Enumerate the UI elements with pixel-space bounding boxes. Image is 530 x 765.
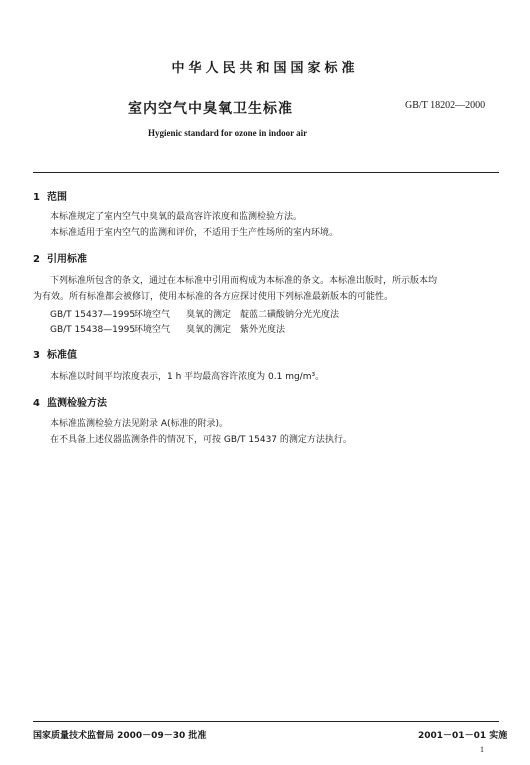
section-3-paragraph-1: 本标准以时间平均浓度表示，1 h 平均最高容许浓度为 0.1 mg/m³。: [50, 372, 325, 382]
section-1-number: 1: [33, 192, 40, 203]
english-title: Hygienic standard for ozone in indoor air: [148, 128, 308, 138]
reference-row: [50, 322, 285, 335]
national-standard-heading: 中华人民共和国国家标准: [171, 61, 359, 76]
section-2-title: 引用标准: [47, 254, 87, 265]
reference-method: 臭氧的测定 靛蓝二磺酸钠分光光度法: [186, 310, 340, 320]
effective-date: 2001－01－01 实施: [418, 731, 508, 741]
section-2-number: 2: [33, 254, 40, 265]
document-title: 室内空气中臭氧卫生标准: [128, 101, 293, 117]
page-number: 1: [480, 745, 484, 754]
section-4-title: 监测检验方法: [47, 398, 107, 409]
section-4-heading: [33, 394, 107, 409]
section-4-number: 4: [33, 398, 40, 409]
reference-row: [50, 307, 339, 320]
section-1-title: 范围: [47, 192, 67, 203]
reference-name: 环境空气: [134, 325, 171, 335]
section-2-heading: [33, 250, 87, 265]
reference-name: 环境空气: [134, 310, 171, 320]
section-2-paragraph-line-1: 下列标准所包含的条文，通过在本标准中引用而构成为本标准的条文。本标准出版时，所示版本均: [50, 276, 438, 286]
section-1-paragraph-2: 本标准适用于室内空气的监测和评价，不适用于生产性场所的室内环境。: [50, 228, 339, 238]
section-3-title: 标准值: [47, 350, 77, 361]
reference-code: GB/T 15437—1995: [50, 310, 136, 320]
header-divider: [33, 172, 499, 173]
standard-code: GB/T 18202—2000: [405, 100, 486, 111]
issuer-approval: 国家质量技术监督局 2000－09－30 批准: [33, 731, 207, 741]
section-1-paragraph-1: 本标准规定了室内空气中臭氧的最高容许浓度和监测检验方法。: [50, 212, 303, 222]
section-3-number: 3: [33, 350, 40, 361]
section-1-heading: [33, 188, 67, 203]
section-3-heading: [33, 346, 77, 361]
reference-method: 臭氧的测定 紫外光度法: [186, 325, 286, 335]
section-4-paragraph-2: 在不具备上述仪器监测条件的情况下，可按 GB/T 15437 的测定方法执行。: [50, 435, 352, 445]
reference-code: GB/T 15438—1995: [50, 325, 136, 335]
footer-divider: [33, 721, 499, 722]
section-4-paragraph-1: 本标准监测检验方法见附录 A(标准的附录)。: [50, 419, 229, 429]
section-2-paragraph-line-2: 为有效。所有标准都会被修订，使用本标准的各方应探讨使用下列标准最新版本的可能性。: [33, 292, 394, 302]
